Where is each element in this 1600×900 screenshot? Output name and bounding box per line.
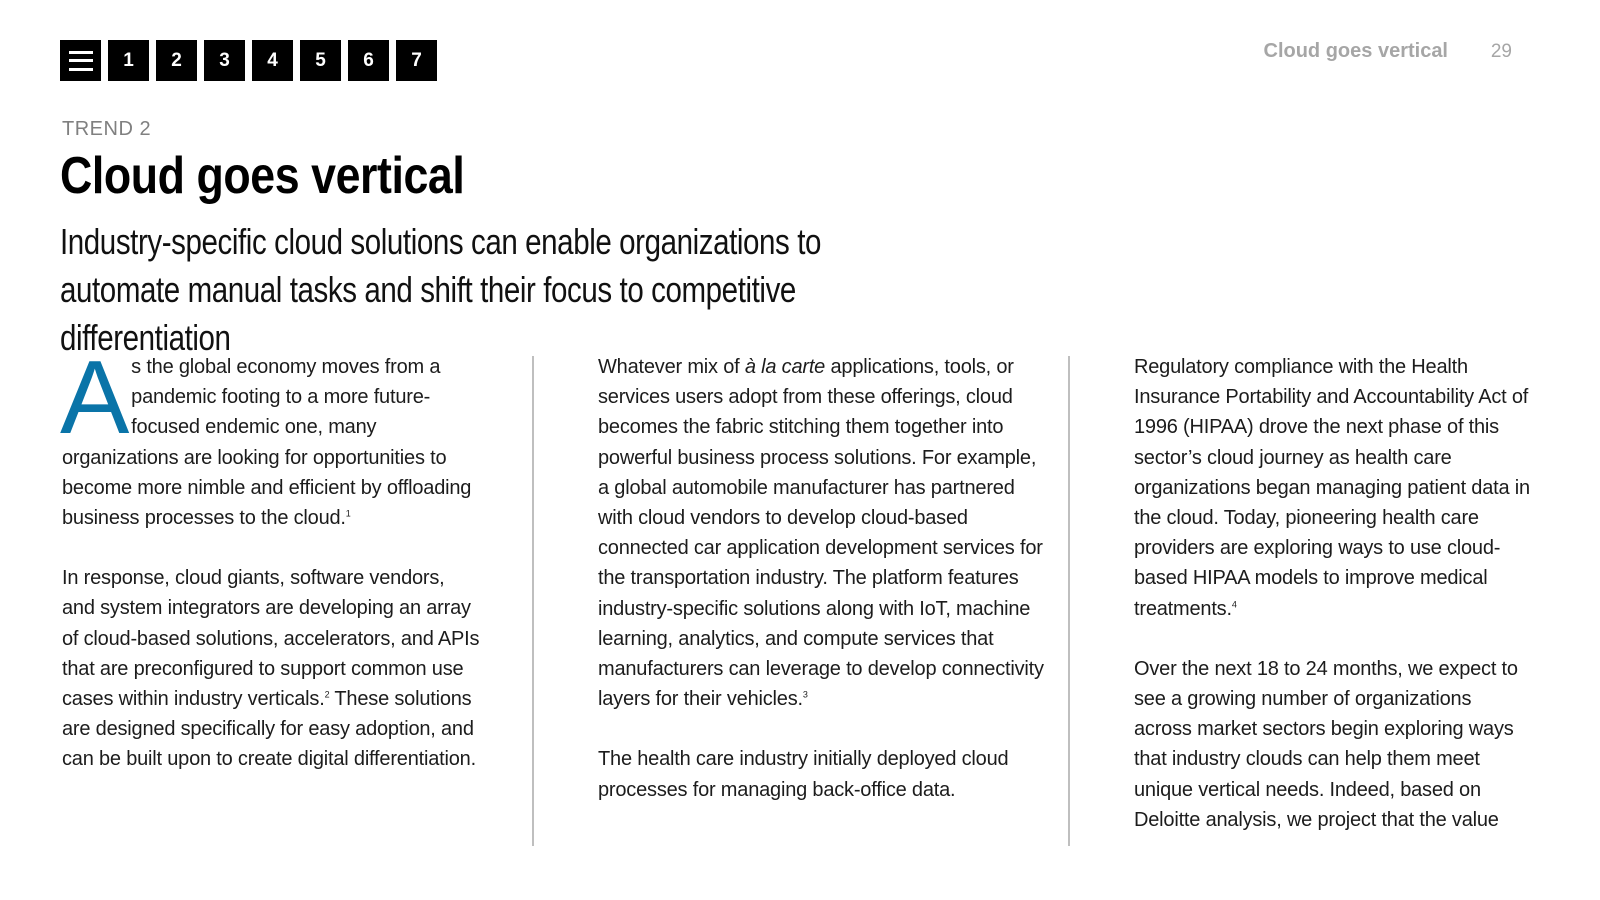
hamburger-menu-icon (69, 51, 93, 71)
nav-section-6[interactable]: 6 (348, 40, 389, 81)
nav-section-4[interactable]: 4 (252, 40, 293, 81)
text-column-2 (598, 352, 1048, 835)
paragraph-text: The health care industry initially deployed cloud processes for managing back-office data. (598, 748, 1009, 801)
paragraph-text: Regulatory compliance with the Health Insurance Portability and Accountability Act of 1996 (HIPAA) drove the next phase of this sector’s cloud journey as health care organizations began managing patient data in the cloud. Today, pioneering health care providers are exploring ways to use cloud-based HIPAA models to improve medical treatments. (1134, 356, 1530, 620)
paragraph (598, 352, 1048, 714)
page-subtitle: Industry-specific cloud solutions can enable organizations to automate manual tasks and shift their focus to competitive differentiation (60, 221, 822, 358)
nav-section-2[interactable]: 2 (156, 40, 197, 81)
footnote-ref[interactable]: 4 (1231, 598, 1237, 609)
column-divider (532, 356, 534, 846)
paragraph-text: Whatever mix of (598, 356, 745, 378)
trend-label: TREND 2 (62, 118, 152, 140)
paragraph-text: These solutions are designed specifically for easy adoption, and can be built upon to create digital differentiation. (62, 688, 476, 771)
paragraph-text: s the global economy moves from a pandemic footing to a more future-focused endemic one, many organizations are looking for opportunities to become more nimble and efficient by offloading business processes to the cloud. (62, 356, 472, 530)
nav-section-3[interactable]: 3 (204, 40, 245, 81)
running-title: Cloud goes vertical (1263, 40, 1448, 62)
menu-button[interactable] (60, 40, 101, 81)
drop-cap: A (60, 340, 130, 456)
paragraph-text: In response, cloud giants, software vendors, and system integrators are developing an array of cloud-based solutions, accelerators, and APIs that are preconfigured to support common use cases within industry verticals. (62, 567, 480, 711)
paragraph (60, 340, 482, 533)
paragraph (598, 744, 1048, 804)
paragraph (1134, 352, 1534, 624)
column-divider (1068, 356, 1070, 846)
footnote-ref[interactable]: 1 (345, 508, 351, 519)
nav-section-5[interactable]: 5 (300, 40, 341, 81)
nav-section-1[interactable]: 1 (108, 40, 149, 81)
footnote-ref[interactable]: 2 (324, 689, 330, 700)
page-number: 29 (1490, 41, 1512, 62)
paragraph (1134, 654, 1534, 835)
section-nav (60, 40, 437, 81)
nav-section-7[interactable]: 7 (396, 40, 437, 81)
text-column-3 (1134, 352, 1534, 865)
paragraph-text: Over the next 18 to 24 months, we expect to see a growing number of organizations across market sectors begin exploring ways that industry clouds can help them meet unique vertical needs. Indeed, based on Deloitte analysis, we project that the value (1134, 657, 1518, 831)
italic-text: à la carte (744, 356, 826, 378)
footnote-ref[interactable]: 3 (802, 689, 808, 700)
paragraph-text: applications, tools, or services users adopt from these offerings, cloud becomes the fabric stitching them together into powerful business process solutions. For example, a global automobile manufacturer has partnered with cloud vendors to develop cloud-based connected car application development services for the transportation industry. The platform features industry-specific solutions along with IoT, machine learning, analytics, and compute services that manufacturers can leverage to develop connectivity layers for their vehicles. (598, 356, 1044, 711)
paragraph (62, 563, 482, 774)
page-title: Cloud goes vertical (60, 147, 465, 205)
text-column-1 (60, 340, 482, 805)
